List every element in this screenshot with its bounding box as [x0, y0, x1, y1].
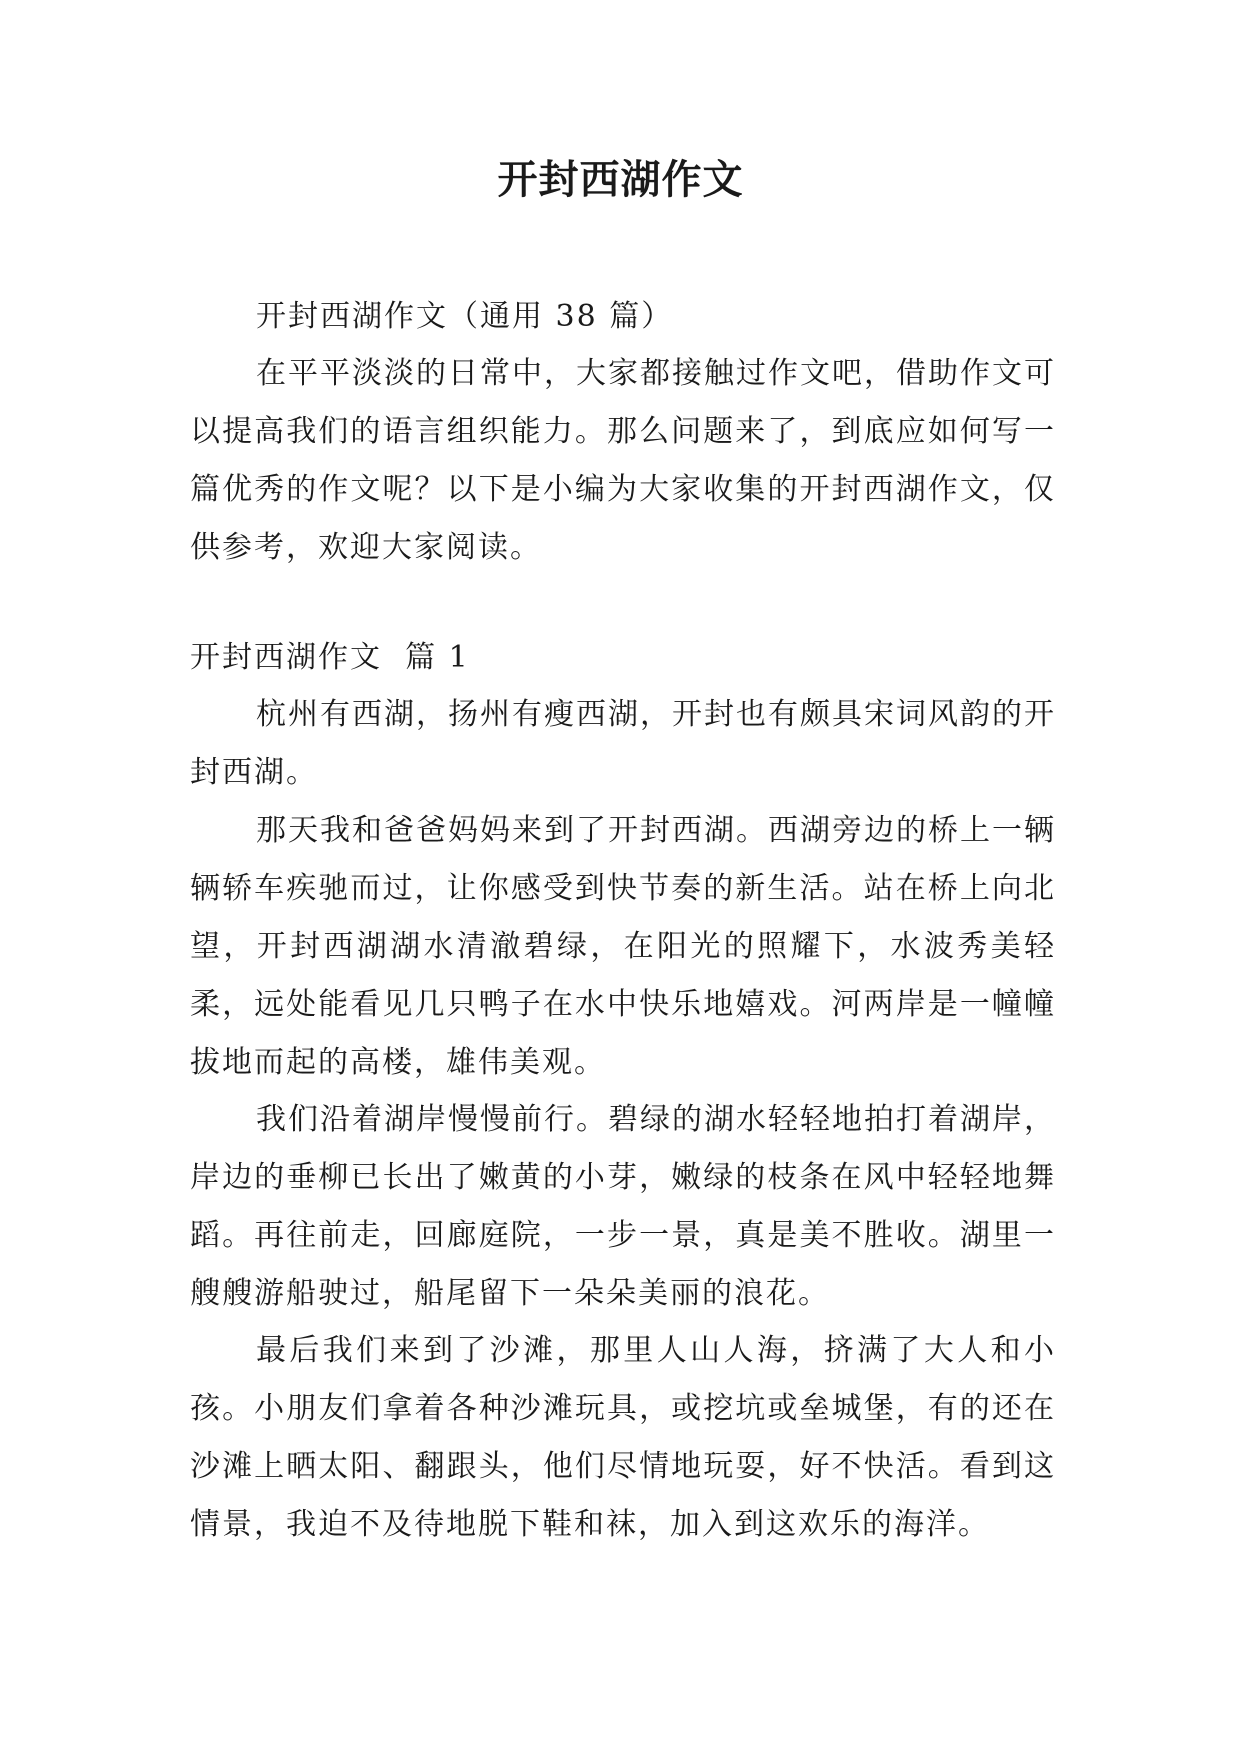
- section-heading: 开封西湖作文 篇 1: [190, 640, 470, 675]
- document-title: 开封西湖作文: [497, 156, 744, 203]
- document-subtitle: 开封西湖作文（通用 38 篇）: [256, 299, 674, 334]
- body-paragraph-2: 那天我和爸爸妈妈来到了开封西湖。西湖旁边的桥上一辆辆轿车疾驰而过，让你感受到快节奏的新生活。站在桥上向北望，开封西湖湖水清澈碧绿，在阳光的照耀下，水波秀美轻柔，远处能看见几只鸭子在水中快乐地嬉戏。河两岸是一幢幢拔地而起的高楼，雄伟美观。: [190, 813, 1056, 1080]
- body-paragraph-3: 我们沿着湖岸慢慢前行。碧绿的湖水轻轻地拍打着湖岸，岸边的垂柳已长出了嫩黄的小芽，嫩绿的枝条在风中轻轻地舞蹈。再往前走，回廊庭院，一步一景，真是美不胜收。湖里一艘艘游船驶过，船尾留下一朵朵美丽的浪花。: [190, 1102, 1056, 1311]
- body-paragraph-1: 杭州有西湖，扬州有瘦西湖，开封也有颇具宋词风韵的开封西湖。: [190, 697, 1056, 790]
- intro-paragraph: 在平平淡淡的日常中，大家都接触过作文吧，借助作文可以提高我们的语言组织能力。那么问题来了，到底应如何写一篇优秀的作文呢？以下是小编为大家收集的开封西湖作文，仅供参考，欢迎大家阅读。: [190, 356, 1056, 565]
- body-paragraph-4: 最后我们来到了沙滩，那里人山人海，挤满了大人和小孩。小朋友们拿着各种沙滩玩具，或挖坑或垒城堡，有的还在沙滩上晒太阳、翻跟头，他们尽情地玩耍，好不快活。看到这情景，我迫不及待地脱下鞋和袜，加入到这欢乐的海洋。: [190, 1333, 1056, 1542]
